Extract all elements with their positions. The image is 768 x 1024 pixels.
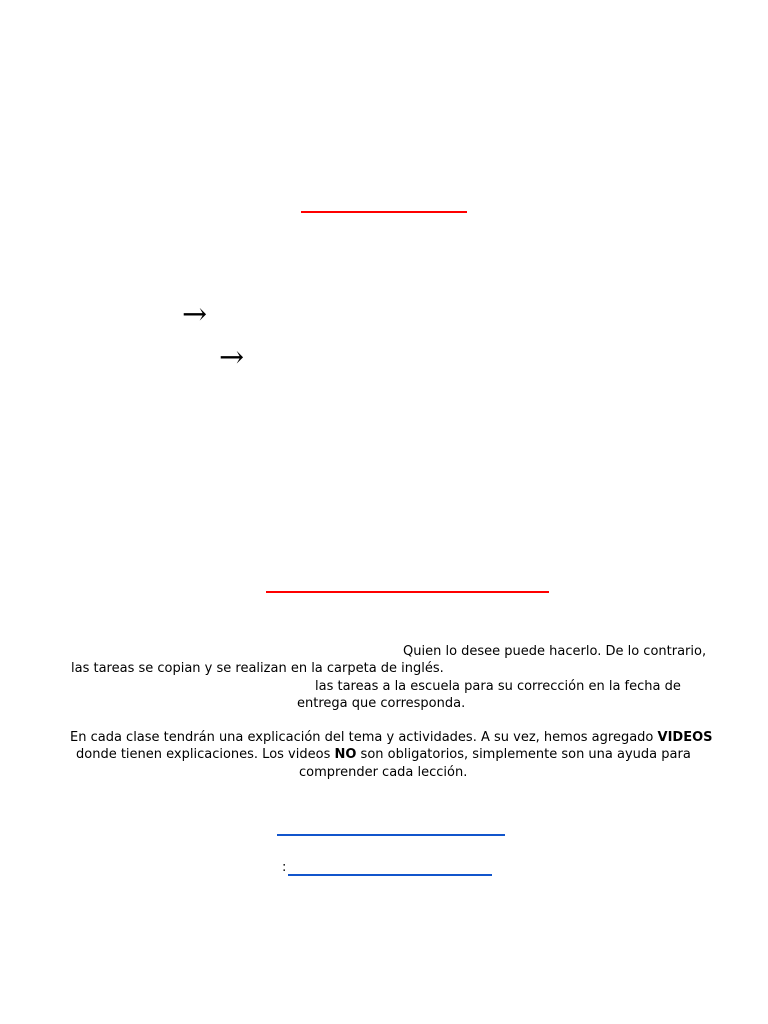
intro-line-2: las tareas se copian y se realizan en la carpeta de inglés. (71, 661, 444, 676)
section-underline (266, 591, 549, 593)
videos-line-2 (76, 746, 691, 763)
link-underline-1[interactable] (277, 834, 505, 836)
videos-line-2-text: donde tienen explicaciones. Los videos (76, 747, 335, 762)
intro-line-1: Quien lo desee puede hacerlo. De lo contrario, (403, 644, 707, 659)
title-underline (301, 211, 467, 213)
arrow-right-icon: → (182, 297, 208, 332)
contact-colon: : (282, 860, 287, 875)
intro-line-3: las tareas a la escuela para su corrección en la fecha de (315, 679, 681, 694)
videos-line-1 (70, 729, 713, 746)
link-underline-2[interactable] (288, 874, 492, 876)
videos-line-1-text: En cada clase tendrán una explicación del tema y actividades. A su vez, hemos agregado (70, 730, 658, 745)
videos-not-emphasis: NO (334, 747, 357, 762)
videos-emphasis: VIDEOS (657, 730, 713, 745)
videos-line-3: comprender cada lección. (299, 765, 468, 780)
videos-line-2-rest: son obligatorios, simplemente son una ayuda para (356, 747, 691, 762)
intro-line-4: entrega que corresponda. (297, 696, 466, 711)
arrow-right-icon: → (219, 340, 245, 375)
